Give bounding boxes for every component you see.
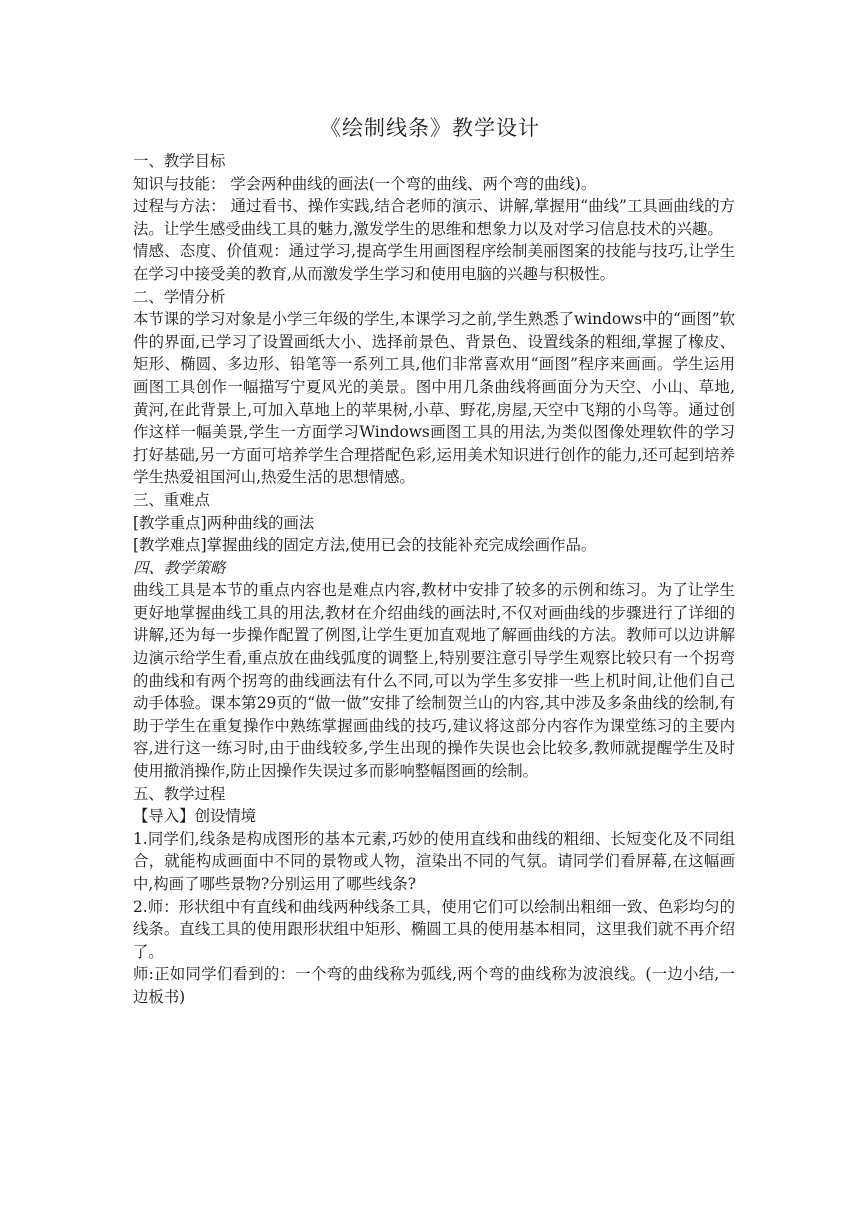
paragraph-process-method: 过程与方法： 通过看书、操作实践,结合老师的演示、讲解,掌握用“曲线”工具画曲线的方法。让学生感受曲线工具的魅力,激发学生的思维和想象力以及对学习信息技术的兴趣。 <box>133 197 735 238</box>
paragraph-step-1: 1.同学们,线条是构成图形的基本元素,巧妙的使用直线和曲线的粗细、长短变化及不同组合，就能构成画面中不同的景物或人物，渲染出不同的气氛。请同学们看屏幕,在这幅画中,构画了哪些景物?分别运用了哪些线条? <box>133 829 735 893</box>
paragraph-intro-heading: 【导入】创设情境 <box>133 807 257 826</box>
paragraph-step-2: 2.师：形状组中有直线和曲线两种线条工具，使用它们可以绘制出粗细一致、色彩均匀的线条。直线工具的使用跟形状组中矩形、椭圆工具的使用基本相同，这里我们就不再介绍了。 <box>133 897 735 961</box>
paragraph-key-point: [教学重点]两种曲线的画法 <box>133 513 315 532</box>
document-body <box>133 150 735 1009</box>
paragraph-emotion-values: 情感、态度、价值观：通过学习,提高学生用画图程序绘制美丽图案的技能与技巧,让学生在学习中接受美的教育,从而激发学生学习和使用电脑的兴趣与积极性。 <box>133 242 735 283</box>
section-heading-goals: 一、教学目标 <box>133 152 226 170</box>
section-heading-process: 五、教学过程 <box>133 784 226 803</box>
paragraph-strategy: 曲线工具是本节的重点内容也是难点内容,教材中安排了较多的示例和练习。为了让学生更好地掌握曲线工具的用法,教材在介绍曲线的画法时,不仅对画曲线的步骤进行了详细的讲解,还为每一步操作配置了例图,让学生更加直观地了解画曲线的方法。教师可以边讲解边演示给学生看,重点放在曲线弧度的调整上,特别要注意引导学生观察比较只有一个拐弯的曲线和有两个拐弯的曲线画法有什么不同,可以为学生多安排一些上机时间,让他们自己动手体验。课本第29页的“做一做”安排了绘制贺兰山的内容,其中涉及多条曲线的绘制,有助于学生在重复操作中熟练掌握画曲线的技巧,建议将这部分内容作为课堂练习的主要内容,进行这一练习时,由于曲线较多,学生出现的操作失误也会比较多,教师就提醒学生及时使用撤消操作,防止因操作失误过多而影响整幅图画的绘制。 <box>133 581 735 781</box>
paragraph-knowledge-skills: 知识与技能： 学会两种曲线的画法(一个弯的曲线、两个弯的曲线)。 <box>133 174 597 193</box>
section-heading-key-points: 三、重难点 <box>133 490 210 509</box>
section-heading-strategy: 四、教学策略 <box>133 558 226 577</box>
paragraph-difficult-point: [教学难点]掌握曲线的固定方法,使用已会的技能补充完成绘画作品。 <box>133 536 597 555</box>
paragraph-teacher-summary: 师:正如同学们看到的：一个弯的曲线称为弧线,两个弯的曲线称为波浪线。(一边小结,一边板书) <box>133 965 735 1006</box>
section-heading-analysis: 二、学情分析 <box>133 287 226 306</box>
paragraph-learner-analysis: 本节课的学习对象是小学三年级的学生,本课学习之前,学生熟悉了windows中的“画图”软件的界面,已学习了设置画纸大小、选择前景色、背景色、设置线条的粗细,掌握了橡皮、矩形、椭圆、多边形、铅笔等一系列工具,他们非常喜欢用“画图”程序来画画。学生运用画图工具创作一幅描写宁夏风光的美景。图中用几条曲线将画面分为天空、小山、草地,黄河,在此背景上,可加入草地上的苹果树,小草、野花,房屋,天空中飞翔的小鸟等。通过创作这样一幅美景,学生一方面学习Windows画图工具的用法,为类似图像处理软件的学习打好基础,另一方面可培养学生合理搭配色彩,运用美术知识进行创作的能力,还可起到培养学生热爱祖国河山,热爱生活的思想情感。 <box>133 310 735 487</box>
document-title: 《绘制线条》教学设计 <box>320 116 540 140</box>
